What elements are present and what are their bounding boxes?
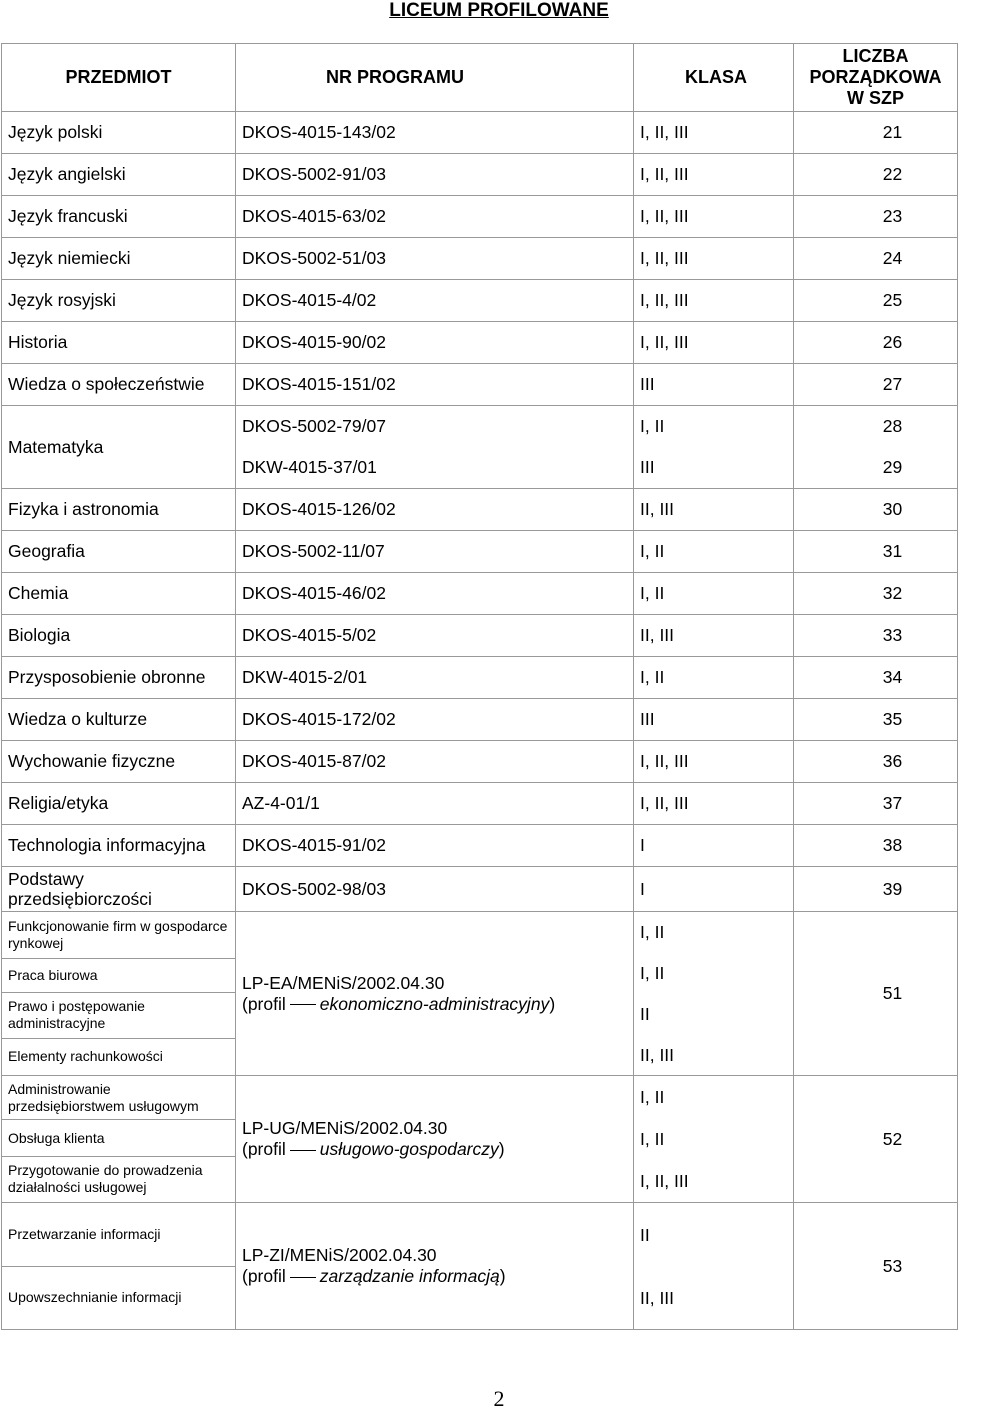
klasa-item: I, II bbox=[640, 963, 665, 984]
cell-klasa bbox=[634, 1203, 794, 1330]
cell-klasa: I bbox=[634, 825, 794, 867]
cell-przedmiot: Wiedza o kulturze bbox=[2, 699, 236, 741]
cell-klasa: I, II bbox=[634, 573, 794, 615]
klasa-item: I, II bbox=[640, 1087, 665, 1107]
cell-program: DKW-4015-37/01 bbox=[236, 447, 634, 489]
cell-klasa: I, II bbox=[634, 406, 794, 448]
profile-prefix: (profil bbox=[242, 993, 286, 1014]
dash-line bbox=[290, 1004, 316, 1005]
header-program-label: NR PROGRAMU bbox=[326, 67, 464, 87]
cell-program: DKOS-5002-91/03 bbox=[236, 154, 634, 196]
cell-program: DKOS-4015-63/02 bbox=[236, 196, 634, 238]
cell-lp: 31 bbox=[794, 531, 958, 573]
table-row bbox=[2, 280, 958, 322]
cell-klasa: I, II, III bbox=[634, 280, 794, 322]
cell-program: DKOS-4015-91/02 bbox=[236, 825, 634, 867]
cell-lp: 29 bbox=[794, 447, 958, 489]
cell-lp: 22 bbox=[794, 154, 958, 196]
cell-program: DKOS-4015-90/02 bbox=[236, 322, 634, 364]
header-lp-line3: W SZP bbox=[847, 88, 904, 108]
cell-klasa: II, III bbox=[634, 615, 794, 657]
subject-item: Praca biurowa bbox=[2, 959, 235, 992]
cell-przedmiot: Matematyka bbox=[2, 406, 236, 489]
cell-lp: 51 bbox=[794, 912, 958, 1076]
profile-name: ekonomiczno-administracyjny bbox=[319, 993, 550, 1014]
profile-suffix: ) bbox=[499, 1266, 506, 1286]
cell-program: AZ-4-01/1 bbox=[236, 783, 634, 825]
cell-lp: 38 bbox=[794, 825, 958, 867]
table-row bbox=[2, 615, 958, 657]
cell-program: DKOS-5002-98/03 bbox=[236, 867, 634, 912]
klasa-item: II bbox=[640, 1224, 650, 1245]
table-row bbox=[2, 489, 958, 531]
subject-item: Funkcjonowanie firm w gospodarce rynkowej bbox=[2, 912, 235, 959]
cell-klasa: I, II, III bbox=[634, 322, 794, 364]
cell-przedmiot: Język niemiecki bbox=[2, 238, 236, 280]
klasa-item: II, III bbox=[640, 1287, 675, 1308]
table-group-ea bbox=[2, 912, 958, 1076]
program-code: LP-UG/MENiS/2002.04.30 bbox=[242, 1118, 448, 1138]
cell-lp: 28 bbox=[794, 406, 958, 448]
cell-klasa: I, II bbox=[634, 531, 794, 573]
cell-klasa bbox=[634, 1076, 794, 1203]
cell-program: DKOS-5002-79/07 bbox=[236, 406, 634, 448]
cell-przedmiot: Religia/etyka bbox=[2, 783, 236, 825]
cell-lp: 53 bbox=[794, 1203, 958, 1330]
cell-przedmiot: Geografia bbox=[2, 531, 236, 573]
program-code: LP-EA/MENiS/2002.04.30 bbox=[242, 972, 445, 993]
cell-klasa: I, II, III bbox=[634, 154, 794, 196]
cell-lp: 34 bbox=[794, 657, 958, 699]
profile-name: usługowo-gospodarczy bbox=[319, 1139, 499, 1159]
table-row bbox=[2, 322, 958, 364]
cell-klasa: I bbox=[634, 867, 794, 912]
subject-item: Elementy rachunkowości bbox=[8, 1048, 163, 1065]
klasa-item: II bbox=[640, 1003, 650, 1024]
table-row bbox=[2, 699, 958, 741]
table-row-podstawy bbox=[2, 867, 958, 912]
cell-klasa: I, II, III bbox=[634, 196, 794, 238]
table-group-ug bbox=[2, 1076, 958, 1203]
cell-lp: 33 bbox=[794, 615, 958, 657]
subject-item: Przetwarzanie informacji bbox=[2, 1203, 235, 1267]
cell-klasa: I, II, III bbox=[634, 783, 794, 825]
table-row bbox=[2, 196, 958, 238]
klasa-item: I, II bbox=[640, 1129, 665, 1149]
cell-program: DKOS-4015-151/02 bbox=[236, 364, 634, 406]
cell-przedmiot: Technologia informacyjna bbox=[2, 825, 236, 867]
cell-przedmiot: Język angielski bbox=[2, 154, 236, 196]
table-row bbox=[2, 741, 958, 783]
subject-item: Obsługa klienta bbox=[2, 1120, 235, 1156]
profile-label bbox=[242, 1139, 627, 1160]
cell-subjects bbox=[2, 912, 236, 1076]
cell-przedmiot: Język rosyjski bbox=[2, 280, 236, 322]
cell-klasa: I, II, III bbox=[634, 741, 794, 783]
table-row bbox=[2, 364, 958, 406]
table-row bbox=[2, 657, 958, 699]
subject-item: Upowszechnianie informacji bbox=[8, 1289, 182, 1306]
table-row bbox=[2, 112, 958, 154]
header-lp bbox=[794, 44, 958, 112]
header-row bbox=[2, 44, 958, 112]
cell-lp: 52 bbox=[794, 1076, 958, 1203]
profile-name: zarządzanie informacją bbox=[319, 1266, 500, 1286]
profile-suffix: ) bbox=[498, 1139, 505, 1159]
cell-lp: 23 bbox=[794, 196, 958, 238]
cell-program: DKOS-4015-5/02 bbox=[236, 615, 634, 657]
subject-item: Administrowanie przedsiębiorstwem usługowym bbox=[2, 1076, 235, 1120]
cell-program: DKOS-4015-126/02 bbox=[236, 489, 634, 531]
cell-program: DKW-4015-2/01 bbox=[236, 657, 634, 699]
dash-line bbox=[290, 1150, 316, 1151]
cell-klasa: I, II, III bbox=[634, 238, 794, 280]
dash-line bbox=[290, 1277, 316, 1278]
cell-przedmiot: Biologia bbox=[2, 615, 236, 657]
klasa-item: II, III bbox=[640, 1044, 675, 1065]
table-row bbox=[2, 825, 958, 867]
cell-lp: 26 bbox=[794, 322, 958, 364]
cell-lp: 25 bbox=[794, 280, 958, 322]
header-lp-line1: LICZBA bbox=[842, 46, 909, 66]
cell-klasa: II, III bbox=[634, 489, 794, 531]
cell-lp: 35 bbox=[794, 699, 958, 741]
cell-program bbox=[236, 1203, 634, 1330]
cell-przedmiot: Fizyka i astronomia bbox=[2, 489, 236, 531]
cell-lp: 39 bbox=[794, 867, 958, 912]
subject-item: Przygotowanie do prowadzenia działalności usługowej bbox=[8, 1162, 203, 1196]
curriculum-table bbox=[1, 43, 958, 1330]
cell-program: DKOS-5002-51/03 bbox=[236, 238, 634, 280]
table-group-zi bbox=[2, 1203, 958, 1330]
cell-przedmiot: Chemia bbox=[2, 573, 236, 615]
table-row bbox=[2, 154, 958, 196]
cell-program: DKOS-4015-4/02 bbox=[236, 280, 634, 322]
cell-program: DKOS-5002-11/07 bbox=[236, 531, 634, 573]
table-row bbox=[2, 238, 958, 280]
cell-program: DKOS-4015-143/02 bbox=[236, 112, 634, 154]
klasa-item: I, II bbox=[640, 922, 665, 943]
cell-lp: 21 bbox=[794, 112, 958, 154]
page-number: 2 bbox=[493, 1386, 505, 1411]
table-row-matematyka bbox=[2, 406, 958, 448]
cell-klasa: III bbox=[634, 699, 794, 741]
header-klasa: KLASA bbox=[685, 67, 747, 87]
cell-przedmiot: Język polski bbox=[2, 112, 236, 154]
cell-lp: 32 bbox=[794, 573, 958, 615]
header-program bbox=[236, 44, 747, 112]
subject-item: Prawo i postępowanie administracyjne bbox=[2, 993, 235, 1039]
header-przedmiot: PRZEDMIOT bbox=[2, 44, 236, 112]
table-row bbox=[2, 783, 958, 825]
cell-klasa: III bbox=[634, 364, 794, 406]
cell-lp: 30 bbox=[794, 489, 958, 531]
cell-przedmiot: Historia bbox=[2, 322, 236, 364]
table-row bbox=[2, 531, 958, 573]
page-title: LICEUM PROFILOWANE bbox=[389, 0, 609, 21]
cell-przedmiot: Wiedza o społeczeństwie bbox=[2, 364, 236, 406]
profile-prefix: (profil bbox=[242, 1266, 286, 1286]
cell-lp: 37 bbox=[794, 783, 958, 825]
profile-prefix: (profil bbox=[242, 1139, 286, 1159]
cell-subjects bbox=[2, 1203, 236, 1330]
cell-program: DKOS-4015-46/02 bbox=[236, 573, 634, 615]
profile-label bbox=[242, 1266, 627, 1287]
cell-klasa bbox=[634, 912, 794, 1076]
profile-suffix: ) bbox=[549, 993, 556, 1014]
cell-lp: 27 bbox=[794, 364, 958, 406]
cell-klasa: I, II, III bbox=[634, 112, 794, 154]
cell-program: DKOS-4015-172/02 bbox=[236, 699, 634, 741]
program-code: LP-ZI/MENiS/2002.04.30 bbox=[242, 1245, 437, 1265]
cell-program bbox=[236, 1076, 634, 1203]
cell-klasa: III bbox=[634, 447, 794, 489]
cell-przedmiot: Wychowanie fizyczne bbox=[2, 741, 236, 783]
cell-lp: 36 bbox=[794, 741, 958, 783]
cell-program bbox=[236, 912, 634, 1076]
cell-przedmiot: Język francuski bbox=[2, 196, 236, 238]
cell-program: DKOS-4015-87/02 bbox=[236, 741, 634, 783]
cell-klasa: I, II bbox=[634, 657, 794, 699]
klasa-item: I, II, III bbox=[640, 1171, 689, 1191]
profile-label bbox=[242, 994, 627, 1015]
cell-lp: 24 bbox=[794, 238, 958, 280]
cell-subjects bbox=[2, 1076, 236, 1203]
table-row bbox=[2, 573, 958, 615]
header-lp-line2: PORZĄDKOWA bbox=[809, 67, 942, 87]
cell-przedmiot: Podstawy przedsiębiorczości bbox=[2, 867, 236, 912]
cell-przedmiot: Przysposobienie obronne bbox=[2, 657, 236, 699]
